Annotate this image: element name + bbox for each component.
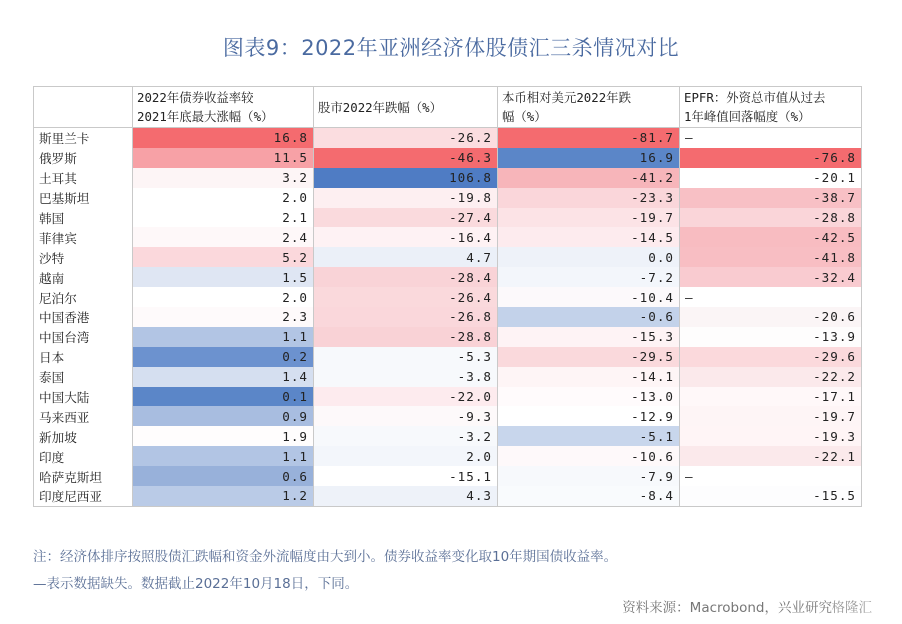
row-label: 越南	[34, 267, 133, 287]
column-header-bond-yield: 2022年债券收益率较 2021年底最大涨幅（%）	[133, 87, 314, 128]
data-cell: -17.1	[680, 387, 862, 407]
chart-title: 图表9：2022年亚洲经济体股债汇三杀情况对比	[222, 36, 680, 60]
data-cell: -14.5	[498, 227, 680, 247]
row-label: 菲律宾	[34, 227, 133, 247]
data-cell: 1.4	[133, 367, 314, 387]
data-cell: -0.6	[498, 307, 680, 327]
table-row	[34, 287, 862, 307]
table-row	[34, 148, 862, 168]
data-cell: 2.0	[133, 287, 314, 307]
data-cell: 2.1	[133, 208, 314, 228]
row-label: 尼泊尔	[34, 287, 133, 307]
data-cell: 16.8	[133, 128, 314, 148]
data-cell: -13.0	[498, 387, 680, 407]
data-cell: -5.3	[314, 347, 498, 367]
row-label: 俄罗斯	[34, 148, 133, 168]
row-label: 中国台湾	[34, 327, 133, 347]
data-cell: -7.2	[498, 267, 680, 287]
data-cell: -28.8	[680, 208, 862, 228]
data-cell: -26.8	[314, 307, 498, 327]
data-cell: -28.8	[314, 327, 498, 347]
data-cell: -26.4	[314, 287, 498, 307]
data-cell: -28.4	[314, 267, 498, 287]
row-label: 沙特	[34, 247, 133, 267]
table-row	[34, 267, 862, 287]
row-label: 土耳其	[34, 168, 133, 188]
data-cell: 0.0	[498, 247, 680, 267]
data-cell: -19.8	[314, 188, 498, 208]
data-cell: -22.0	[314, 387, 498, 407]
data-cell: 0.1	[133, 387, 314, 407]
table-row	[34, 406, 862, 426]
data-cell: -15.3	[498, 327, 680, 347]
data-cell: -29.5	[498, 347, 680, 367]
column-header-country	[34, 87, 133, 128]
table-row	[34, 327, 862, 347]
row-label: 韩国	[34, 208, 133, 228]
data-cell: -12.9	[498, 406, 680, 426]
data-cell: —	[680, 466, 862, 486]
row-label: 哈萨克斯坦	[34, 466, 133, 486]
data-cell: 4.7	[314, 247, 498, 267]
header-row	[34, 87, 862, 128]
data-cell: -3.8	[314, 367, 498, 387]
data-cell: 1.1	[133, 446, 314, 466]
source-text: 资料来源：Macrobond，兴业研究	[622, 600, 832, 616]
data-cell: -5.1	[498, 426, 680, 446]
data-cell: 4.3	[314, 486, 498, 506]
data-cell: -7.9	[498, 466, 680, 486]
row-label: 日本	[34, 347, 133, 367]
table-body	[34, 128, 862, 507]
data-cell: -13.9	[680, 327, 862, 347]
note-line-2: —表示数据缺失。数据截止2022年10月18日，下同。	[33, 576, 359, 592]
data-cell: 16.9	[498, 148, 680, 168]
column-header-currency-decline: 本币相对美元2022年跌 幅（%）	[498, 87, 680, 128]
column-header-epfr-outflow: EPFR：外资总市值从过去 1年峰值回落幅度（%）	[680, 87, 862, 128]
row-label: 泰国	[34, 367, 133, 387]
data-cell: -42.5	[680, 227, 862, 247]
row-label: 巴基斯坦	[34, 188, 133, 208]
table-row	[34, 486, 862, 506]
data-cell: 2.0	[133, 188, 314, 208]
data-cell: 2.4	[133, 227, 314, 247]
data-cell: -10.4	[498, 287, 680, 307]
data-cell: -14.1	[498, 367, 680, 387]
data-cell: 2.3	[133, 307, 314, 327]
table-row	[34, 247, 862, 267]
table-row	[34, 426, 862, 446]
data-cell: 0.9	[133, 406, 314, 426]
table-row	[34, 387, 862, 407]
data-cell: 1.2	[133, 486, 314, 506]
row-label: 新加坡	[34, 426, 133, 446]
table-row	[34, 168, 862, 188]
data-cell: 0.2	[133, 347, 314, 367]
data-cell: 1.9	[133, 426, 314, 446]
data-cell: 106.8	[314, 168, 498, 188]
note-line-1: 注：经济体排序按照股债汇跌幅和资金外流幅度由大到小。债券收益率变化取10年期国债收益率。	[33, 549, 618, 565]
data-cell: -46.3	[314, 148, 498, 168]
watermark-logo: 格隆汇	[831, 600, 872, 616]
data-cell: -15.1	[314, 466, 498, 486]
data-cell: -3.2	[314, 426, 498, 446]
data-cell: —	[680, 287, 862, 307]
row-label: 斯里兰卡	[34, 128, 133, 148]
data-cell: -9.3	[314, 406, 498, 426]
table-row	[34, 446, 862, 466]
row-label: 中国大陆	[34, 387, 133, 407]
data-cell: -19.7	[498, 208, 680, 228]
table-row	[34, 466, 862, 486]
data-cell: -38.7	[680, 188, 862, 208]
heatmap-table	[33, 86, 862, 507]
data-cell: -22.2	[680, 367, 862, 387]
data-cell: -81.7	[498, 128, 680, 148]
row-label: 印度尼西亚	[34, 486, 133, 506]
table-row	[34, 307, 862, 327]
table-row	[34, 367, 862, 387]
table-row	[34, 347, 862, 367]
table-row	[34, 208, 862, 228]
data-cell: -41.8	[680, 247, 862, 267]
data-cell: -29.6	[680, 347, 862, 367]
data-cell: 0.6	[133, 466, 314, 486]
data-cell: -10.6	[498, 446, 680, 466]
table-row	[34, 227, 862, 247]
data-cell: -16.4	[314, 227, 498, 247]
data-cell: -19.7	[680, 406, 862, 426]
data-cell: -23.3	[498, 188, 680, 208]
data-cell: -15.5	[680, 486, 862, 506]
data-cell: —	[680, 128, 862, 148]
row-label: 马来西亚	[34, 406, 133, 426]
data-cell: 3.2	[133, 168, 314, 188]
data-cell: 11.5	[133, 148, 314, 168]
data-cell: -32.4	[680, 267, 862, 287]
data-cell: -26.2	[314, 128, 498, 148]
table-row	[34, 188, 862, 208]
data-cell: -76.8	[680, 148, 862, 168]
data-cell: -22.1	[680, 446, 862, 466]
column-header-stock-decline: 股市2022年跌幅（%）	[314, 87, 498, 128]
data-cell: -20.6	[680, 307, 862, 327]
table-row	[34, 128, 862, 148]
data-cell: 1.1	[133, 327, 314, 347]
row-label: 印度	[34, 446, 133, 466]
data-cell: -41.2	[498, 168, 680, 188]
data-cell: 2.0	[314, 446, 498, 466]
data-cell: -20.1	[680, 168, 862, 188]
data-cell: -19.3	[680, 426, 862, 446]
data-cell: 1.5	[133, 267, 314, 287]
data-cell: -27.4	[314, 208, 498, 228]
data-cell: -8.4	[498, 486, 680, 506]
data-cell: 5.2	[133, 247, 314, 267]
row-label: 中国香港	[34, 307, 133, 327]
